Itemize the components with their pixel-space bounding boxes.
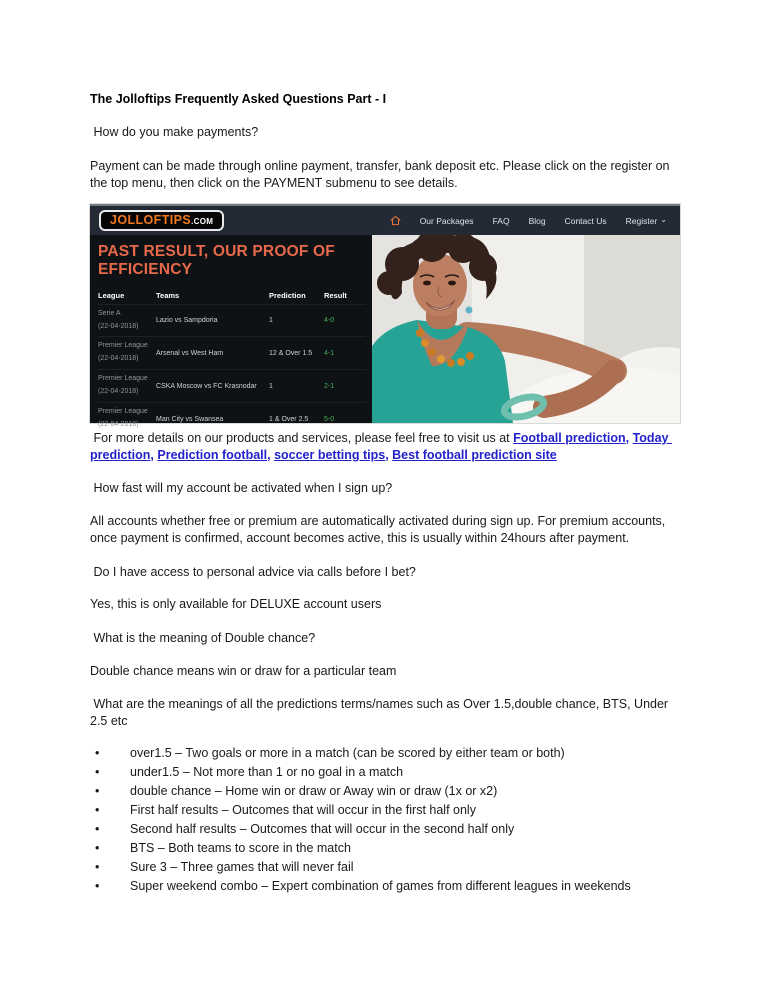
prediction: 12 & Over 1.5 — [269, 349, 313, 357]
teams: Man City vs Swansea — [156, 415, 224, 423]
visit-us-paragraph — [90, 430, 680, 464]
question-payments: How do you make payments? — [90, 125, 259, 139]
list-item — [90, 782, 680, 801]
result: 5-0 — [324, 415, 335, 423]
list-item — [90, 839, 680, 858]
teams: Arsenal vs West Ham — [156, 349, 224, 357]
nav-item-blog[interactable]: Blog — [528, 215, 546, 226]
result: 2-1 — [324, 382, 335, 390]
home-icon[interactable] — [390, 215, 401, 226]
list-item — [90, 763, 680, 782]
link-separator: , — [267, 448, 275, 462]
question-activation: How fast will my account be activated when I sign up? — [90, 481, 393, 495]
result: 4-1 — [324, 349, 335, 357]
bullet-icon: • — [95, 784, 100, 798]
question-double-chance: What is the meaning of Double chance? — [90, 631, 316, 645]
match-date: (22-04-2018) — [98, 421, 139, 429]
prediction: 1 — [269, 382, 273, 390]
match-date: (22-04-2018) — [98, 322, 139, 330]
link-today-prediction[interactable]: Today prediction — [90, 431, 672, 462]
link-soccer-betting-tips[interactable]: soccer betting tips — [274, 448, 386, 462]
bullet-icon: • — [95, 746, 100, 760]
term-text: BTS – Both teams to score in the match — [130, 841, 351, 855]
nav-item-faq[interactable]: FAQ — [492, 215, 510, 226]
nav-item-register[interactable] — [626, 216, 667, 226]
woman-photo — [372, 235, 680, 423]
list-item — [90, 877, 680, 896]
league-name: Premier League — [98, 342, 148, 350]
teams: Lazio vs Sampdoria — [156, 317, 218, 324]
table-row — [98, 304, 366, 337]
bullet-icon: • — [95, 803, 100, 817]
answer-double-chance: Double chance means win or draw for a particular team — [90, 664, 397, 678]
col-league: League — [98, 290, 125, 300]
league-name: Premier League — [98, 375, 148, 383]
list-item — [90, 858, 680, 877]
terms-list — [90, 744, 680, 896]
results-table — [98, 288, 366, 436]
bullet-icon: • — [95, 765, 100, 779]
nav-item-contact-us[interactable]: Contact Us — [564, 215, 607, 226]
term-text: under1.5 – Not more than 1 or no goal in a match — [130, 765, 404, 779]
link-separator: , — [625, 431, 633, 445]
table-header — [98, 288, 366, 304]
chevron-down-icon: ⌄ — [660, 214, 667, 224]
question-terms: What are the meanings of all the predictions terms/names such as Over 1.5,double chance, BTS, Under 2.5 etc — [90, 697, 672, 728]
term-text: Sure 3 – Three games that will never fail — [130, 860, 354, 874]
match-date: (22-04-2018) — [98, 388, 139, 396]
panel-headline: PAST RESULT, OUR PROOF OF EFFICIENCY — [98, 243, 335, 279]
col-result: Result — [324, 290, 347, 300]
answer-activation: All accounts whether free or premium are automatically activated during sign up. For premium accounts, once payment is confirmed, account becomes active, this is usually within 24hours after payment. — [90, 514, 669, 545]
link-prediction-football[interactable]: Prediction football — [157, 448, 268, 462]
site-navbar — [90, 204, 680, 235]
list-item — [90, 801, 680, 820]
link-best-football-prediction-site[interactable]: Best football prediction site — [392, 448, 557, 462]
answer-advice: Yes, this is only available for DELUXE account users — [90, 597, 382, 611]
list-item — [90, 744, 680, 763]
prediction: 1 & Over 2.5 — [269, 415, 309, 423]
table-row — [98, 336, 366, 369]
match-date: (22-04-2018) — [98, 355, 139, 363]
page-title: The Jolloftips Frequently Asked Questions Part - I — [90, 92, 387, 106]
website-screenshot — [90, 204, 680, 429]
bullet-icon: • — [95, 860, 100, 874]
link-separator: , — [385, 448, 393, 462]
register-label: Register — [625, 215, 658, 226]
league-name: Premier League — [98, 408, 148, 416]
term-text: Super weekend combo – Expert combination of games from different leagues in weekends — [130, 879, 631, 893]
logo-text: JOLLOFTIPS — [110, 213, 192, 227]
visit-us-prefix: For more details on our products and services, please feel free to visit us at — [90, 431, 514, 445]
term-text: over1.5 – Two goals or more in a match (can be scored by either team or both) — [130, 746, 565, 760]
link-football-prediction[interactable]: Football prediction — [513, 431, 626, 445]
teams: CSKA Moscow vs FC Krasnodar — [156, 382, 257, 390]
bullet-icon: • — [95, 822, 100, 836]
col-prediction: Prediction — [269, 290, 306, 300]
link-separator: , — [150, 448, 158, 462]
term-text: double chance – Home win or draw or Away win or draw (1x or x2) — [130, 784, 498, 798]
league-name: Serie A — [98, 309, 121, 317]
results-panel — [90, 235, 372, 429]
result: 4-0 — [324, 317, 335, 324]
answer-payments: Payment can be made through online payment, transfer, bank deposit etc. Please click on the register on the top menu, then click on the PAYMENT submenu to see details. — [90, 159, 673, 190]
bullet-icon: • — [95, 879, 100, 893]
term-text: Second half results – Outcomes that will occur in the second half only — [130, 822, 515, 836]
prediction: 1 — [269, 317, 273, 324]
logo-tld-text: .COM — [191, 217, 214, 226]
term-text: First half results – Outcomes that will occur in the first half only — [130, 803, 476, 817]
table-row — [98, 369, 366, 402]
nav-item-our-packages[interactable]: Our Packages — [419, 215, 474, 226]
question-advice: Do I have access to personal advice via calls before I bet? — [90, 565, 416, 579]
list-item — [90, 820, 680, 839]
col-teams: Teams — [156, 290, 180, 300]
bullet-icon: • — [95, 841, 100, 855]
site-logo[interactable] — [99, 210, 224, 231]
